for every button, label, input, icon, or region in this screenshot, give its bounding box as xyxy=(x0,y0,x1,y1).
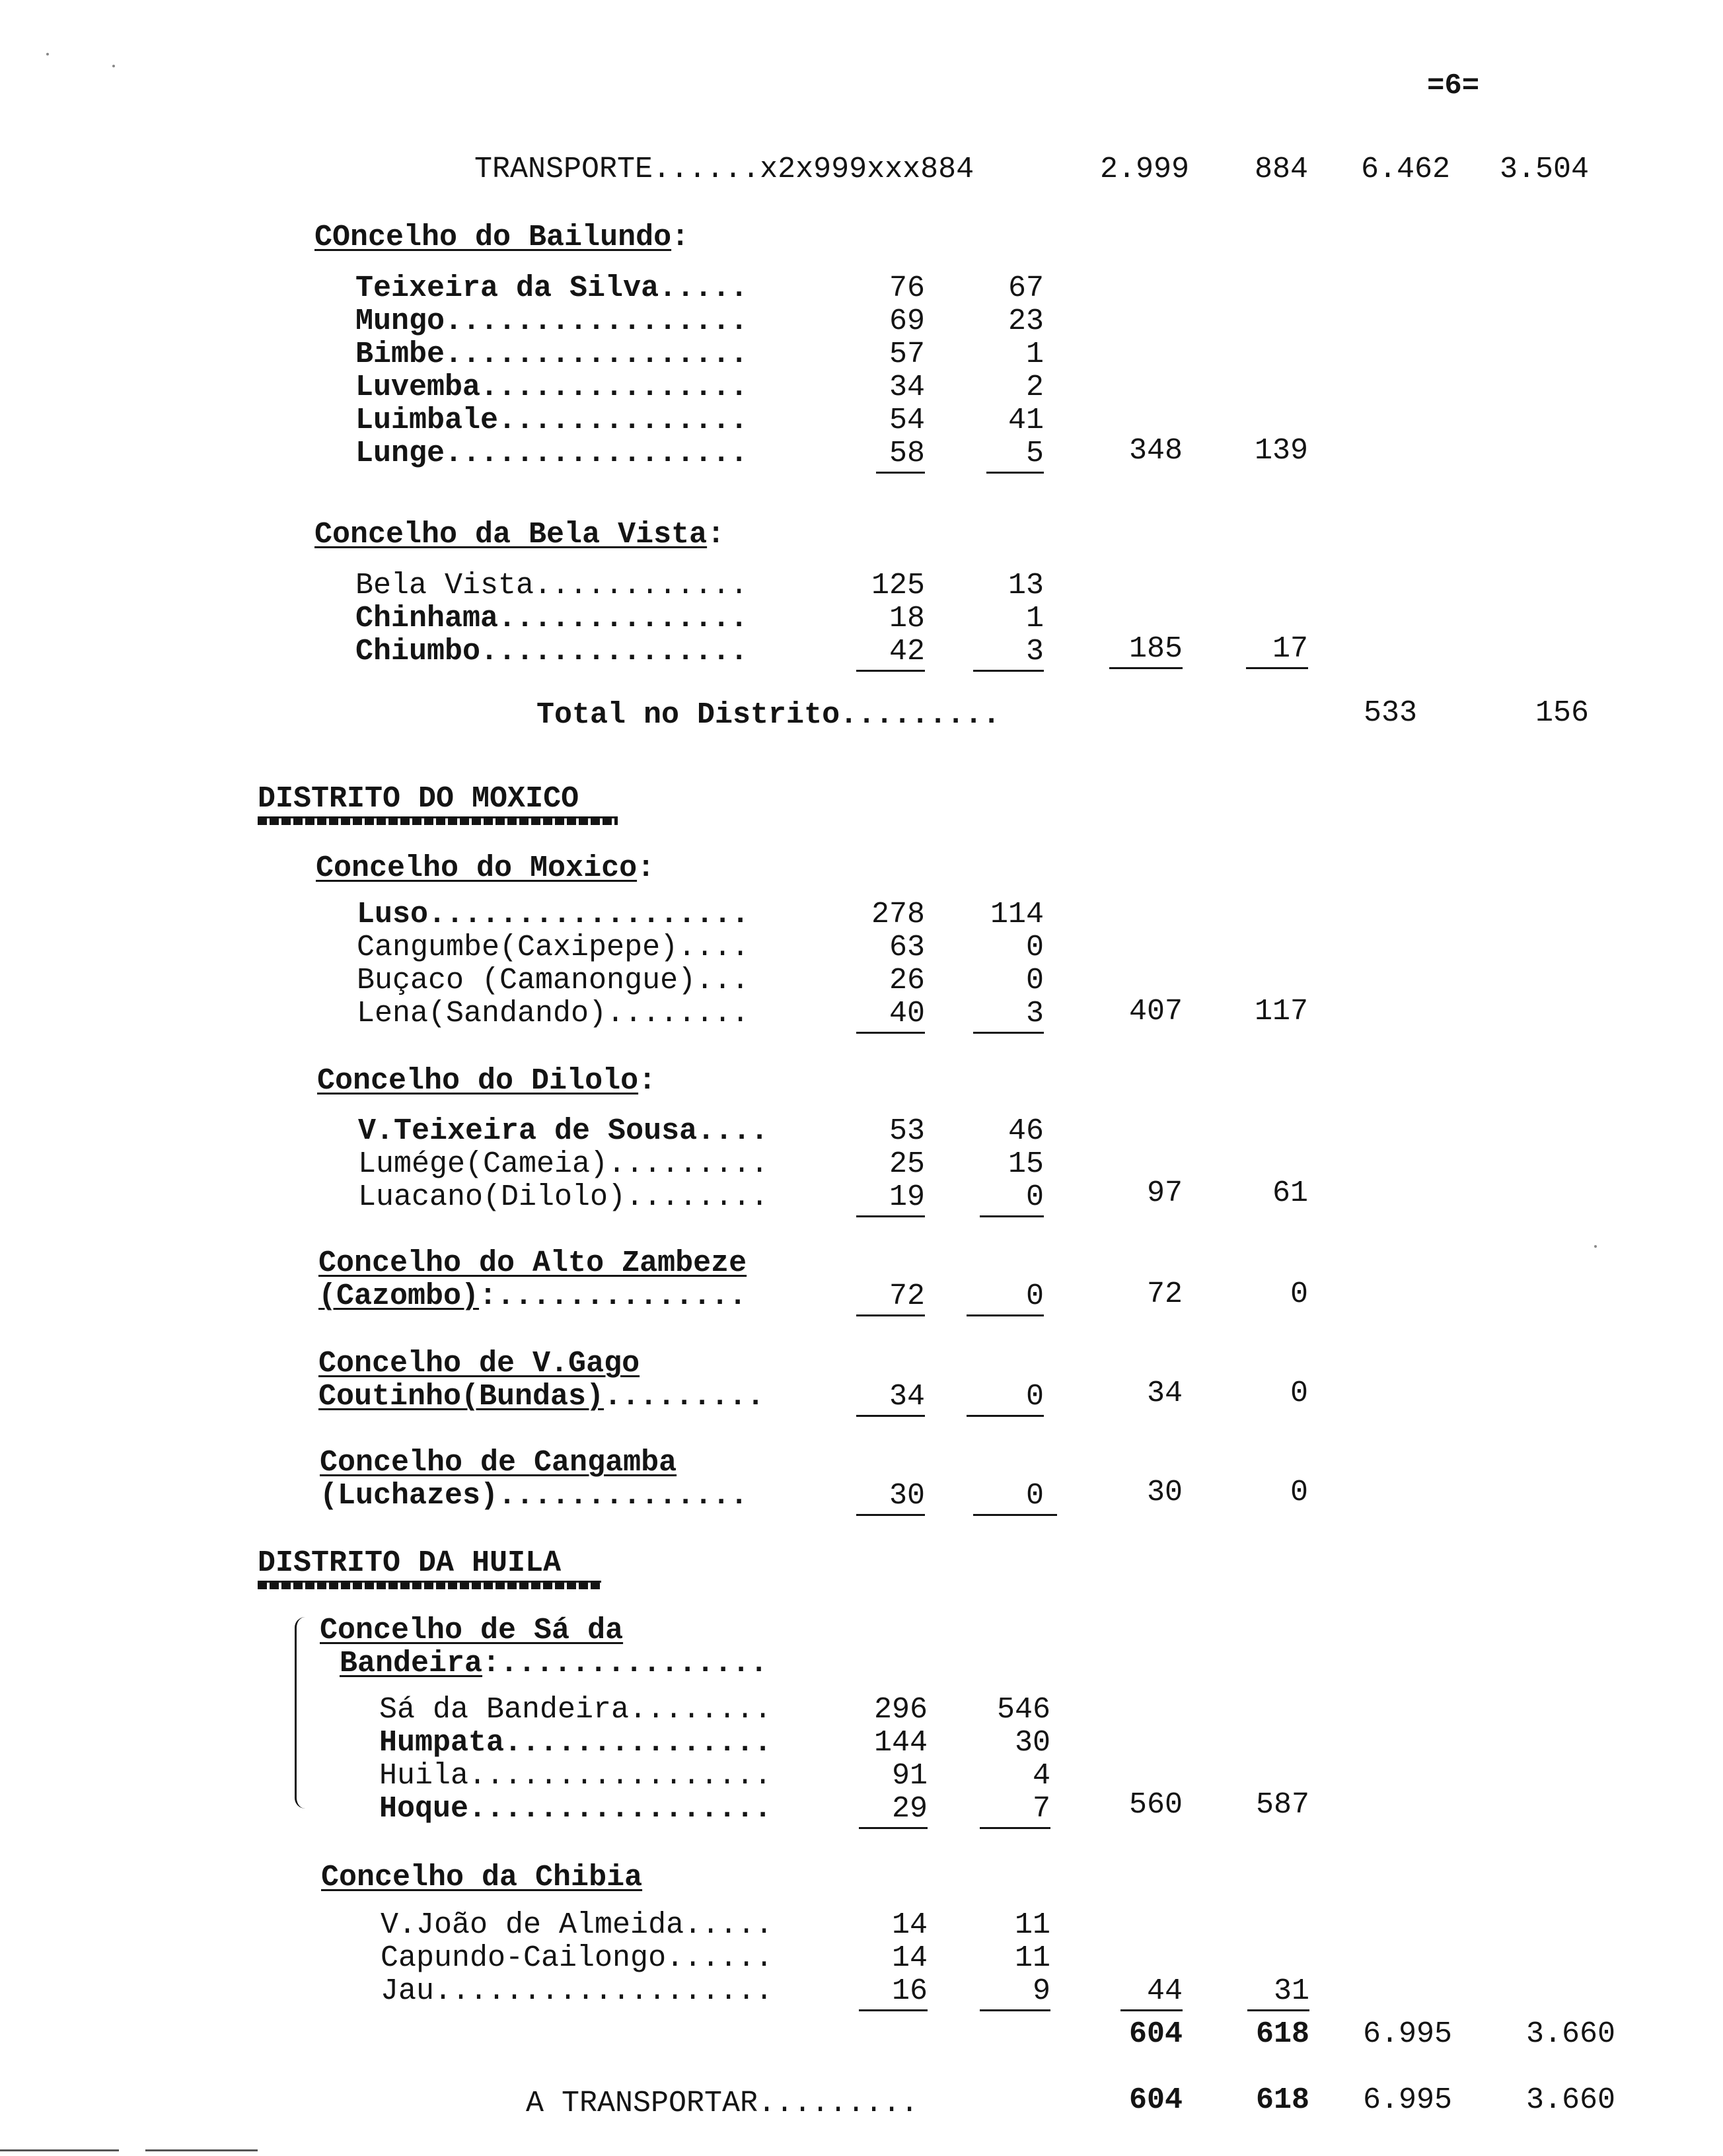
row-value-a: 16 xyxy=(822,1975,928,2008)
row-value-a: 19 xyxy=(819,1181,925,1214)
section-subtitle-gago-coutinho: Coutinho(Bundas)......... xyxy=(318,1380,765,1414)
row-value-a: 34 xyxy=(889,371,925,404)
row-value-a: 42 xyxy=(819,635,925,668)
moxico-subtotal-a: 407 xyxy=(1128,995,1183,1028)
row-value-b: 1 xyxy=(1025,602,1044,635)
row-name: Chiumbo............... xyxy=(355,635,749,668)
section-title-gago-coutinho: Concelho de V.Gago xyxy=(318,1347,640,1381)
row-value-b: 0 xyxy=(1025,931,1044,964)
section-title-moxico: Concelho do Moxico: xyxy=(316,851,655,885)
scan-speck xyxy=(46,53,49,55)
gago-coutinho-subtotal-b: 0 xyxy=(1290,1377,1308,1410)
grand-total-c: 6.995 xyxy=(1362,2017,1452,2051)
row-value-b: 1 xyxy=(1025,338,1044,371)
row-value-a: 296 xyxy=(873,1693,928,1727)
moxico-subtotal-b: 117 xyxy=(1254,995,1308,1028)
row-value-a: 25 xyxy=(889,1147,925,1181)
row-value-b: 46 xyxy=(1008,1114,1044,1148)
margin-bracket xyxy=(295,1617,310,1809)
bailundo-subtotal-a: 348 xyxy=(1128,434,1183,468)
grand-total-d: 3.660 xyxy=(1525,2017,1615,2051)
cangamba-value-a: 30 xyxy=(819,1480,925,1513)
cangamba-value-b: 0 xyxy=(951,1480,1057,1513)
row-name: Teixeira da Silva..... xyxy=(355,271,749,305)
row-value-b: 4 xyxy=(1032,1759,1050,1793)
row-value-b: 67 xyxy=(1008,271,1044,305)
row-value-b: 9 xyxy=(945,1975,1050,2008)
alto-zambeze-value-b: 0 xyxy=(938,1280,1044,1313)
cangamba-subtotal-b: 0 xyxy=(1290,1476,1308,1509)
row-value-a: 144 xyxy=(873,1726,928,1760)
row-name: Bimbe................. xyxy=(355,338,749,371)
row-name: Luso.................. xyxy=(357,898,750,931)
section-title-sa-bandeira: Concelho de Sá da xyxy=(320,1614,624,1647)
row-value-b: 3 xyxy=(938,635,1044,668)
row-value-b: 0 xyxy=(938,1181,1044,1214)
row-name: Sá da Bandeira........ xyxy=(379,1693,772,1727)
dilolo-subtotal-a: 97 xyxy=(1146,1176,1183,1210)
grand-total-a: 604 xyxy=(1128,2017,1183,2051)
section-subtitle-cangamba: (Luchazes).............. xyxy=(320,1479,749,1513)
row-value-b: 23 xyxy=(1008,305,1044,338)
row-value-b: 41 xyxy=(1008,404,1044,437)
cangamba-subtotal-a: 30 xyxy=(1146,1476,1183,1509)
row-value-b: 5 xyxy=(938,437,1044,470)
row-name: Luvemba............... xyxy=(355,371,749,404)
dilolo-subtotal-b: 61 xyxy=(1272,1176,1308,1210)
district-title-moxico: DISTRITO DO MOXICO xyxy=(258,782,579,816)
transporte-value-4: 3.504 xyxy=(1499,153,1589,186)
row-value-b: 11 xyxy=(1014,1908,1050,1942)
row-name: Buçaco (Camanongue)... xyxy=(357,964,750,997)
total-distrito-b: 156 xyxy=(1535,696,1589,730)
row-value-b: 7 xyxy=(945,1793,1050,1826)
gago-coutinho-subtotal-a: 34 xyxy=(1146,1377,1183,1410)
transporte-value-2: 884 xyxy=(1254,153,1308,186)
row-value-a: 76 xyxy=(889,271,925,305)
scan-edge-line xyxy=(145,2149,258,2151)
row-value-b: 546 xyxy=(996,1693,1050,1727)
alto-zambeze-value-a: 72 xyxy=(819,1280,925,1313)
double-underline xyxy=(258,1581,601,1589)
scan-edge-line xyxy=(0,2149,119,2151)
row-value-a: 53 xyxy=(889,1114,925,1148)
alto-zambeze-subtotal-b: 0 xyxy=(1290,1277,1308,1311)
section-title-bailundo: COncelho do Bailundo: xyxy=(314,221,690,254)
row-value-a: 125 xyxy=(871,569,925,602)
scan-speck xyxy=(1594,1245,1597,1248)
section-title-alto-zambeze: Concelho do Alto Zambeze xyxy=(318,1246,747,1280)
row-value-a: 63 xyxy=(889,931,925,964)
page-number: =6= xyxy=(1427,69,1480,102)
row-name: Lumége(Cameia)......... xyxy=(358,1147,769,1181)
row-value-b: 0 xyxy=(1025,964,1044,997)
row-name: Jau................... xyxy=(381,1974,774,2008)
row-name: Hoque................. xyxy=(379,1792,772,1826)
a-transportar-label: A TRANSPORTAR......... xyxy=(526,2087,919,2120)
alto-zambeze-subtotal-a: 72 xyxy=(1146,1277,1183,1311)
bailundo-subtotal-b: 139 xyxy=(1254,434,1308,468)
row-value-a: 14 xyxy=(891,1908,928,1942)
row-name: Luimbale.............. xyxy=(355,404,749,437)
row-value-b: 2 xyxy=(1025,371,1044,404)
section-title-chibia: Concelho da Chibia xyxy=(321,1861,643,1894)
row-value-a: 40 xyxy=(819,997,925,1030)
a-transportar-d: 3.660 xyxy=(1525,2083,1615,2117)
row-value-a: 14 xyxy=(891,1941,928,1975)
scan-speck xyxy=(112,65,115,67)
bela-vista-subtotal-b: 17 xyxy=(1202,633,1308,666)
row-value-b: 30 xyxy=(1014,1726,1050,1760)
row-value-b: 13 xyxy=(1008,569,1044,602)
row-value-a: 57 xyxy=(889,338,925,371)
transporte-label: TRANSPORTE......x2x999xxx884 xyxy=(474,153,974,186)
double-underline xyxy=(258,816,618,825)
section-subtitle-sa-bandeira: Bandeira:............... xyxy=(340,1647,768,1680)
section-title-dilolo: Concelho do Dilolo: xyxy=(317,1064,657,1098)
a-transportar-b: 618 xyxy=(1255,2083,1309,2117)
sa-bandeira-subtotal-a: 560 xyxy=(1128,1788,1183,1822)
row-value-b: 11 xyxy=(1014,1941,1050,1975)
row-name: Huila................. xyxy=(379,1759,772,1793)
row-value-b: 15 xyxy=(1008,1147,1044,1181)
section-title-cangamba: Concelho de Cangamba xyxy=(320,1446,677,1480)
row-value-a: 58 xyxy=(819,437,925,470)
row-value-a: 54 xyxy=(889,404,925,437)
bela-vista-subtotal-a: 185 xyxy=(1077,633,1183,666)
row-value-a: 26 xyxy=(889,964,925,997)
row-name: Luacano(Dilolo)........ xyxy=(358,1180,769,1214)
row-name: Mungo................. xyxy=(355,305,749,338)
row-value-a: 69 xyxy=(889,305,925,338)
chibia-subtotal-a: 44 xyxy=(1077,1975,1183,2008)
gago-coutinho-value-a: 34 xyxy=(819,1381,925,1414)
row-value-b: 114 xyxy=(990,898,1044,931)
row-name: Humpata............... xyxy=(379,1726,772,1760)
row-name: V.João de Almeida..... xyxy=(381,1908,774,1942)
row-name: Chinhama.............. xyxy=(355,602,749,635)
row-name: V.Teixeira de Sousa.... xyxy=(358,1114,769,1148)
row-name: Capundo-Cailongo...... xyxy=(381,1941,774,1975)
chibia-subtotal-b: 31 xyxy=(1204,1975,1309,2008)
transporte-value-1: 2.999 xyxy=(1099,153,1189,186)
district-title-huila: DISTRITO DA HUILA xyxy=(258,1546,562,1580)
sa-bandeira-subtotal-b: 587 xyxy=(1255,1788,1309,1822)
section-subtitle-alto-zambeze: (Cazombo):.............. xyxy=(318,1279,747,1313)
total-distrito-label: Total no Distrito......... xyxy=(536,698,1001,732)
row-value-a: 18 xyxy=(889,602,925,635)
row-name: Bela Vista............ xyxy=(355,569,749,602)
row-name: Cangumbe(Caxipepe).... xyxy=(357,931,750,964)
row-value-a: 29 xyxy=(822,1793,928,1826)
row-name: Lena(Sandando)........ xyxy=(357,997,750,1030)
row-value-a: 91 xyxy=(891,1759,928,1793)
a-transportar-a: 604 xyxy=(1128,2083,1183,2117)
transporte-value-3: 6.462 xyxy=(1360,153,1450,186)
a-transportar-c: 6.995 xyxy=(1362,2083,1452,2117)
gago-coutinho-value-b: 0 xyxy=(938,1381,1044,1414)
total-distrito-a: 533 xyxy=(1363,696,1417,730)
section-title-bela-vista: Concelho da Bela Vista: xyxy=(314,518,725,552)
row-value-a: 278 xyxy=(871,898,925,931)
row-name: Lunge................. xyxy=(355,437,749,470)
row-value-b: 3 xyxy=(938,997,1044,1030)
grand-total-b: 618 xyxy=(1255,2017,1309,2051)
